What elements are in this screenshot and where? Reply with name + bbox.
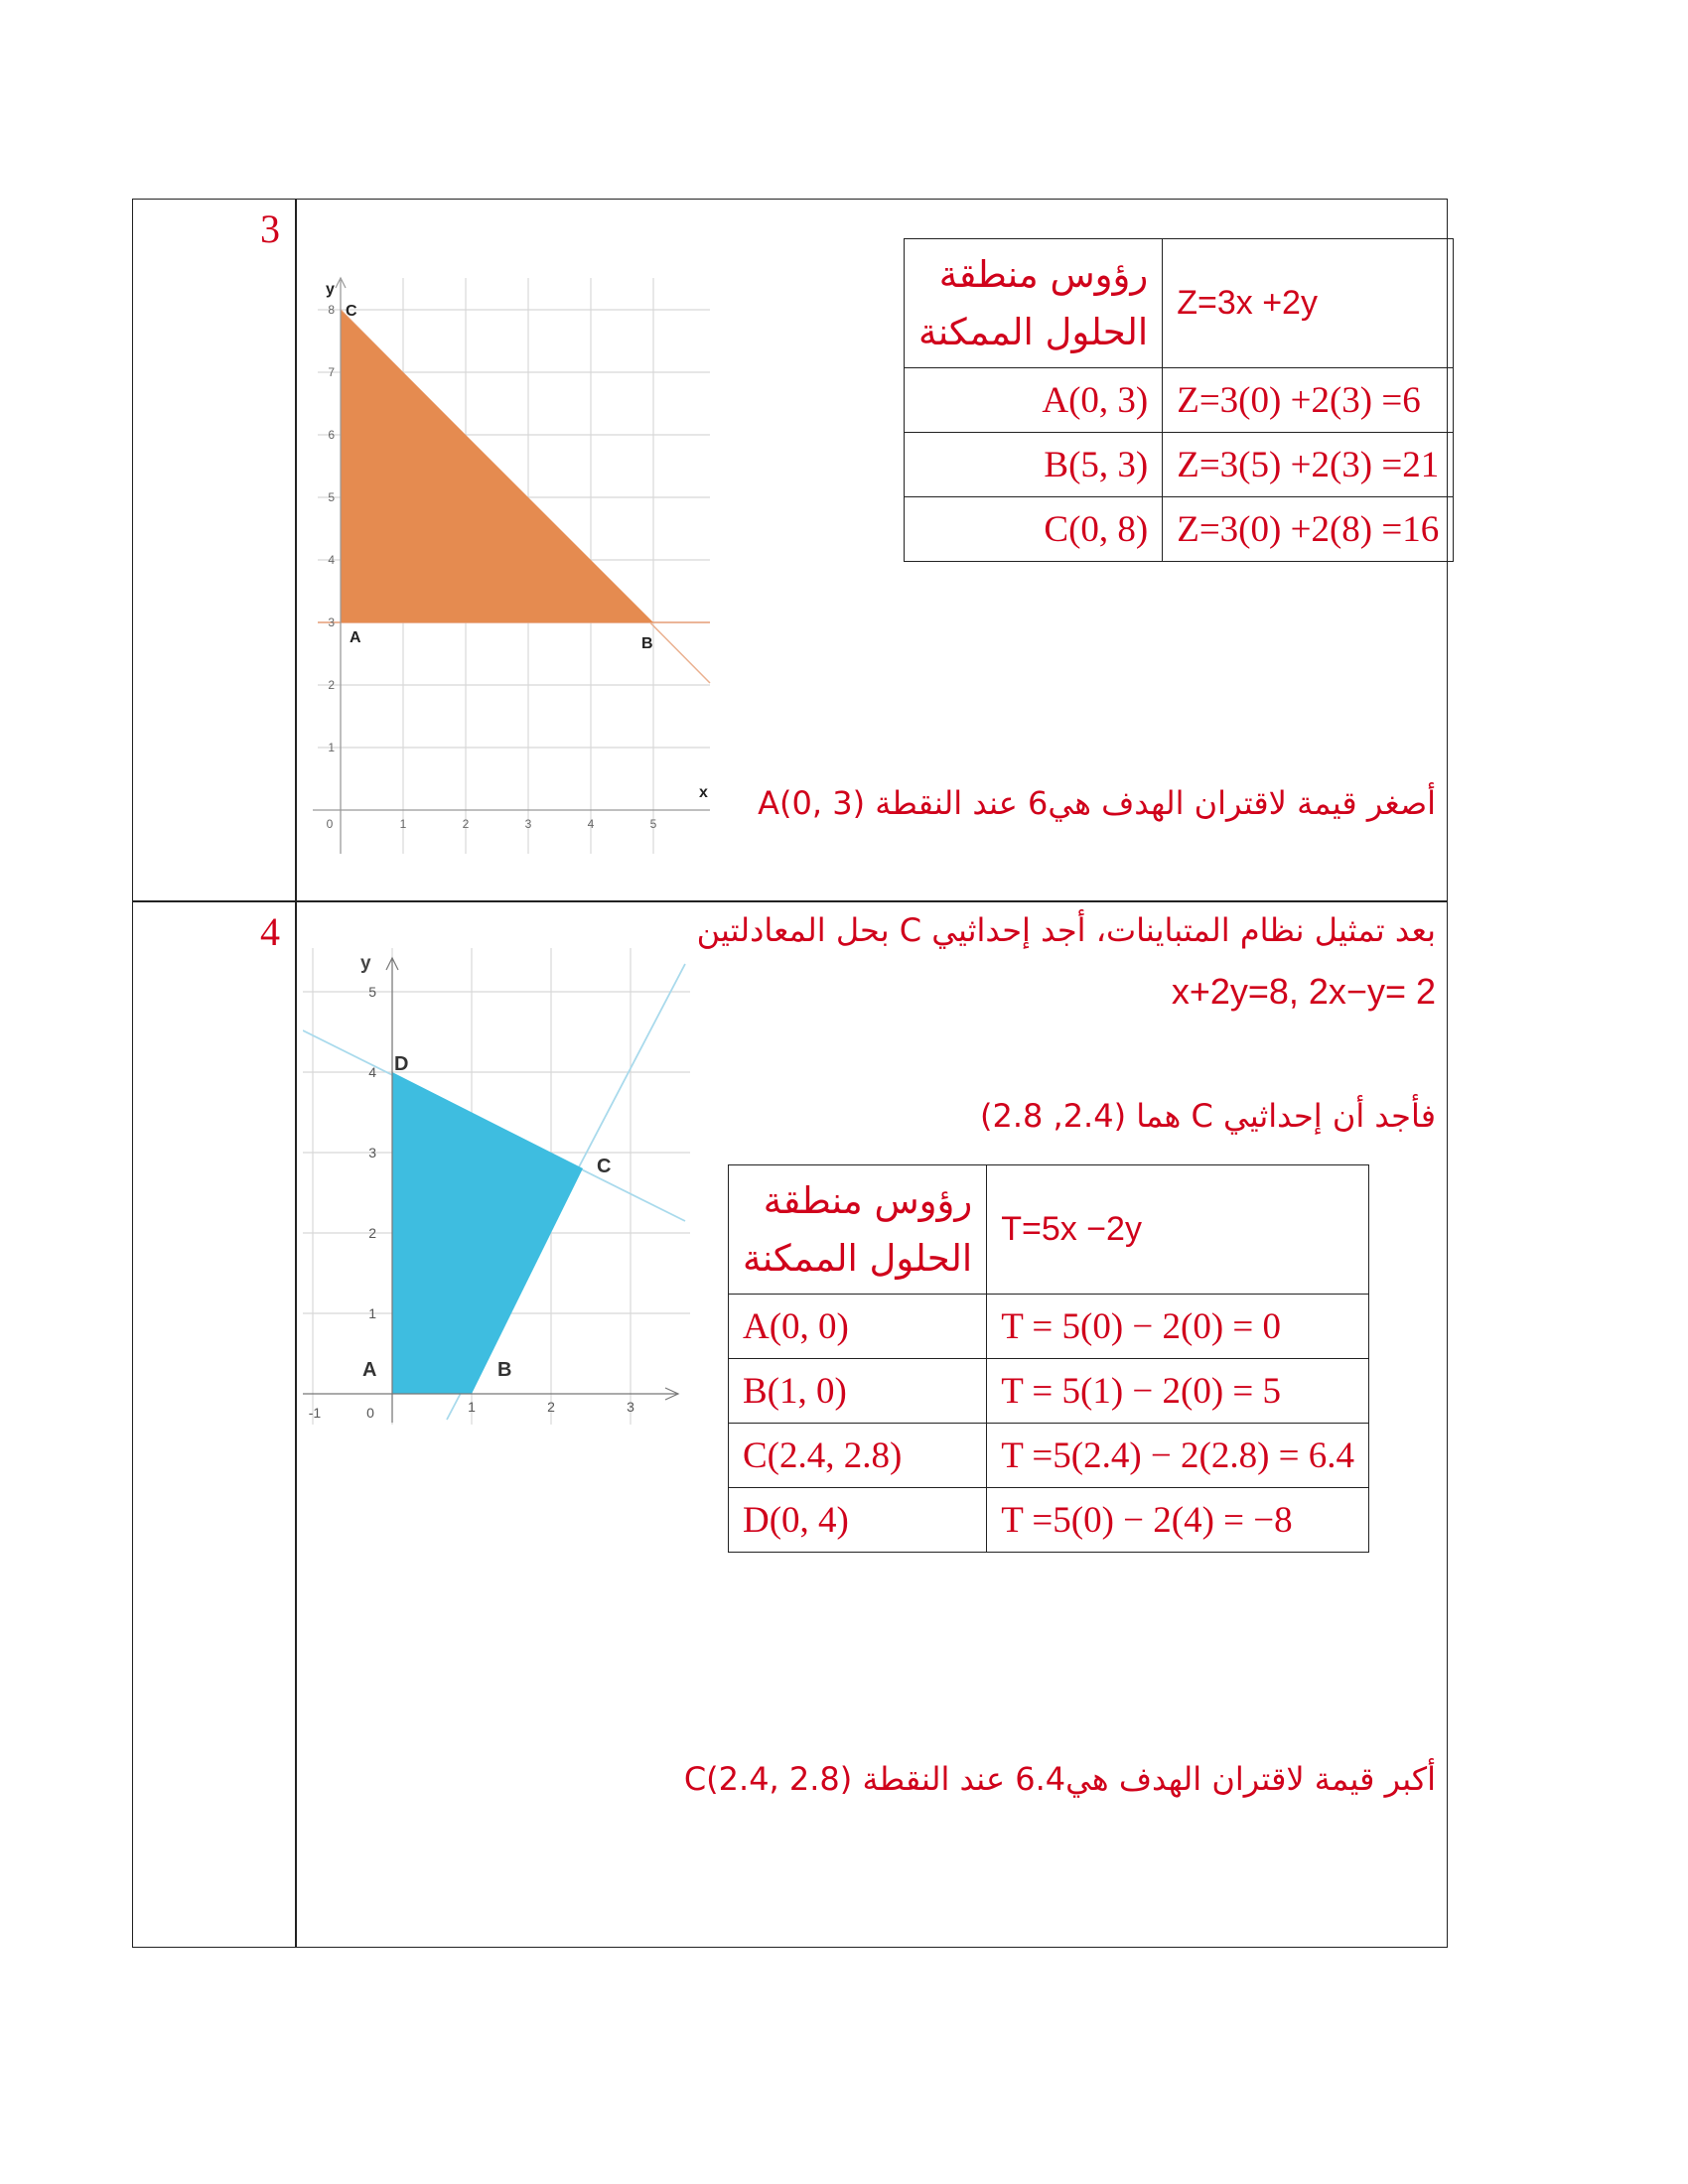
vertices-table-4 bbox=[728, 1164, 1369, 1553]
graph4-x-tick: 1 bbox=[468, 1399, 476, 1415]
table3-header-right bbox=[905, 239, 1163, 368]
graph4-y-tick: 3 bbox=[368, 1145, 376, 1160]
graph3-y-tick: 5 bbox=[328, 490, 335, 504]
vertex-label-C: C bbox=[597, 1156, 612, 1177]
table4-vertex: C(2.4, 2.8) bbox=[729, 1424, 987, 1488]
vertex-label-B: B bbox=[641, 635, 653, 652]
graph3-y-tick: 7 bbox=[328, 365, 335, 379]
table3-vertex: A(0, 3) bbox=[905, 368, 1163, 433]
graph4-x-tick: 3 bbox=[627, 1399, 634, 1415]
graph3-x-tick: 4 bbox=[587, 817, 595, 831]
vertex-label-A: A bbox=[350, 629, 361, 646]
table4-vertex: B(1, 0) bbox=[729, 1359, 987, 1424]
table4-vertex: D(0, 4) bbox=[729, 1488, 987, 1553]
graph-problem-3 bbox=[298, 258, 715, 913]
graph3-y-tick: 1 bbox=[328, 741, 335, 754]
problem-number-3: 3 bbox=[260, 206, 280, 251]
graph3-x-tick: 3 bbox=[524, 817, 532, 831]
graph3-x-label: x bbox=[699, 784, 708, 801]
table3-calc: Z=3(0) +2(3) =6 bbox=[1163, 368, 1454, 433]
vertex-label-C: C bbox=[346, 303, 357, 320]
graph4-x-tick: -1 bbox=[308, 1405, 322, 1421]
graph3-y-tick-labels bbox=[328, 303, 335, 754]
graph3-x-tick: 5 bbox=[649, 817, 657, 831]
graph4-y-label: y bbox=[360, 953, 371, 974]
table4-header-right: T=5x −2y bbox=[987, 1165, 1369, 1295]
graph4-y-tick: 2 bbox=[368, 1225, 376, 1241]
equations-problem-4: x+2y=8, 2x−y= 2 bbox=[1171, 971, 1436, 1012]
table3-vertex: C(0, 8) bbox=[905, 497, 1163, 562]
graph4-x-tick: 0 bbox=[366, 1405, 374, 1421]
graph3-y-tick: 4 bbox=[328, 553, 335, 567]
table3-header-line2: الحلول الممكنة bbox=[918, 310, 1149, 353]
table4-header-line1: رؤوس منطقة bbox=[763, 1178, 973, 1222]
table3-vertex: B(5, 3) bbox=[905, 433, 1163, 497]
vertex-label-A: A bbox=[362, 1359, 377, 1381]
table4-header-line2: الحلول الممكنة bbox=[743, 1236, 973, 1280]
graph3-x-tick-labels bbox=[327, 817, 657, 831]
table4-calc: T = 5(0) − 2(0) = 0 bbox=[987, 1295, 1369, 1359]
graph4-y-tick: 1 bbox=[368, 1305, 376, 1321]
vertex-label-D: D bbox=[394, 1053, 409, 1075]
statement-problem-4: بعد تمثيل نظام المتباينات، أجد إحداثيي C بحل المعادلتين bbox=[696, 911, 1436, 949]
table4-vertex: A(0, 0) bbox=[729, 1295, 987, 1359]
graph4-y-tick: 5 bbox=[368, 984, 376, 1000]
graph3-y-tick: 6 bbox=[328, 428, 335, 442]
table4-header-left bbox=[729, 1165, 987, 1295]
graph3-x-tick: 1 bbox=[399, 817, 407, 831]
vertices-table-3 bbox=[904, 238, 1454, 562]
graph3-x-tick: 2 bbox=[462, 817, 470, 831]
finding-problem-4: فأجد أن إحداثيي C هما (2.4, 2.8) bbox=[979, 1097, 1436, 1135]
table3-header-left: Z=3x +2y bbox=[1163, 239, 1454, 368]
table4-calc: T =5(0) − 2(4) = −8 bbox=[987, 1488, 1369, 1553]
graph3-y-tick: 3 bbox=[328, 615, 335, 629]
table3-calc: Z=3(0) +2(8) =16 bbox=[1163, 497, 1454, 562]
graph3-y-tick: 2 bbox=[328, 678, 335, 692]
graph4-y-tick: 4 bbox=[368, 1064, 376, 1080]
feasible-region-3 bbox=[341, 310, 653, 622]
column-divider bbox=[295, 199, 297, 1948]
graph3-y-tick: 8 bbox=[328, 303, 335, 317]
table4-calc: T =5(2.4) − 2(2.8) = 6.4 bbox=[987, 1424, 1369, 1488]
table3-calc: Z=3(5) +2(3) =21 bbox=[1163, 433, 1454, 497]
graph3-x-tick: 0 bbox=[326, 817, 334, 831]
problem-number-4: 4 bbox=[260, 909, 280, 954]
conclusion-problem-3: أصغر قيمة لاقتران الهدف هي6 عند النقطة A(0, 3) bbox=[758, 784, 1436, 822]
vertex-label-B: B bbox=[497, 1359, 512, 1381]
table3-header-line1: رؤوس منطقة bbox=[938, 252, 1149, 296]
graph-problem-4 bbox=[303, 938, 700, 1454]
table4-calc: T = 5(1) − 2(0) = 5 bbox=[987, 1359, 1369, 1424]
graph4-y-tick-labels bbox=[368, 984, 376, 1321]
graph4-x-tick: 2 bbox=[547, 1399, 555, 1415]
graph3-y-label: y bbox=[326, 281, 335, 298]
conclusion-problem-4: أكبر قيمة لاقتران الهدف هي6.4 عند النقطة C(2.4, 2.8) bbox=[683, 1760, 1436, 1798]
